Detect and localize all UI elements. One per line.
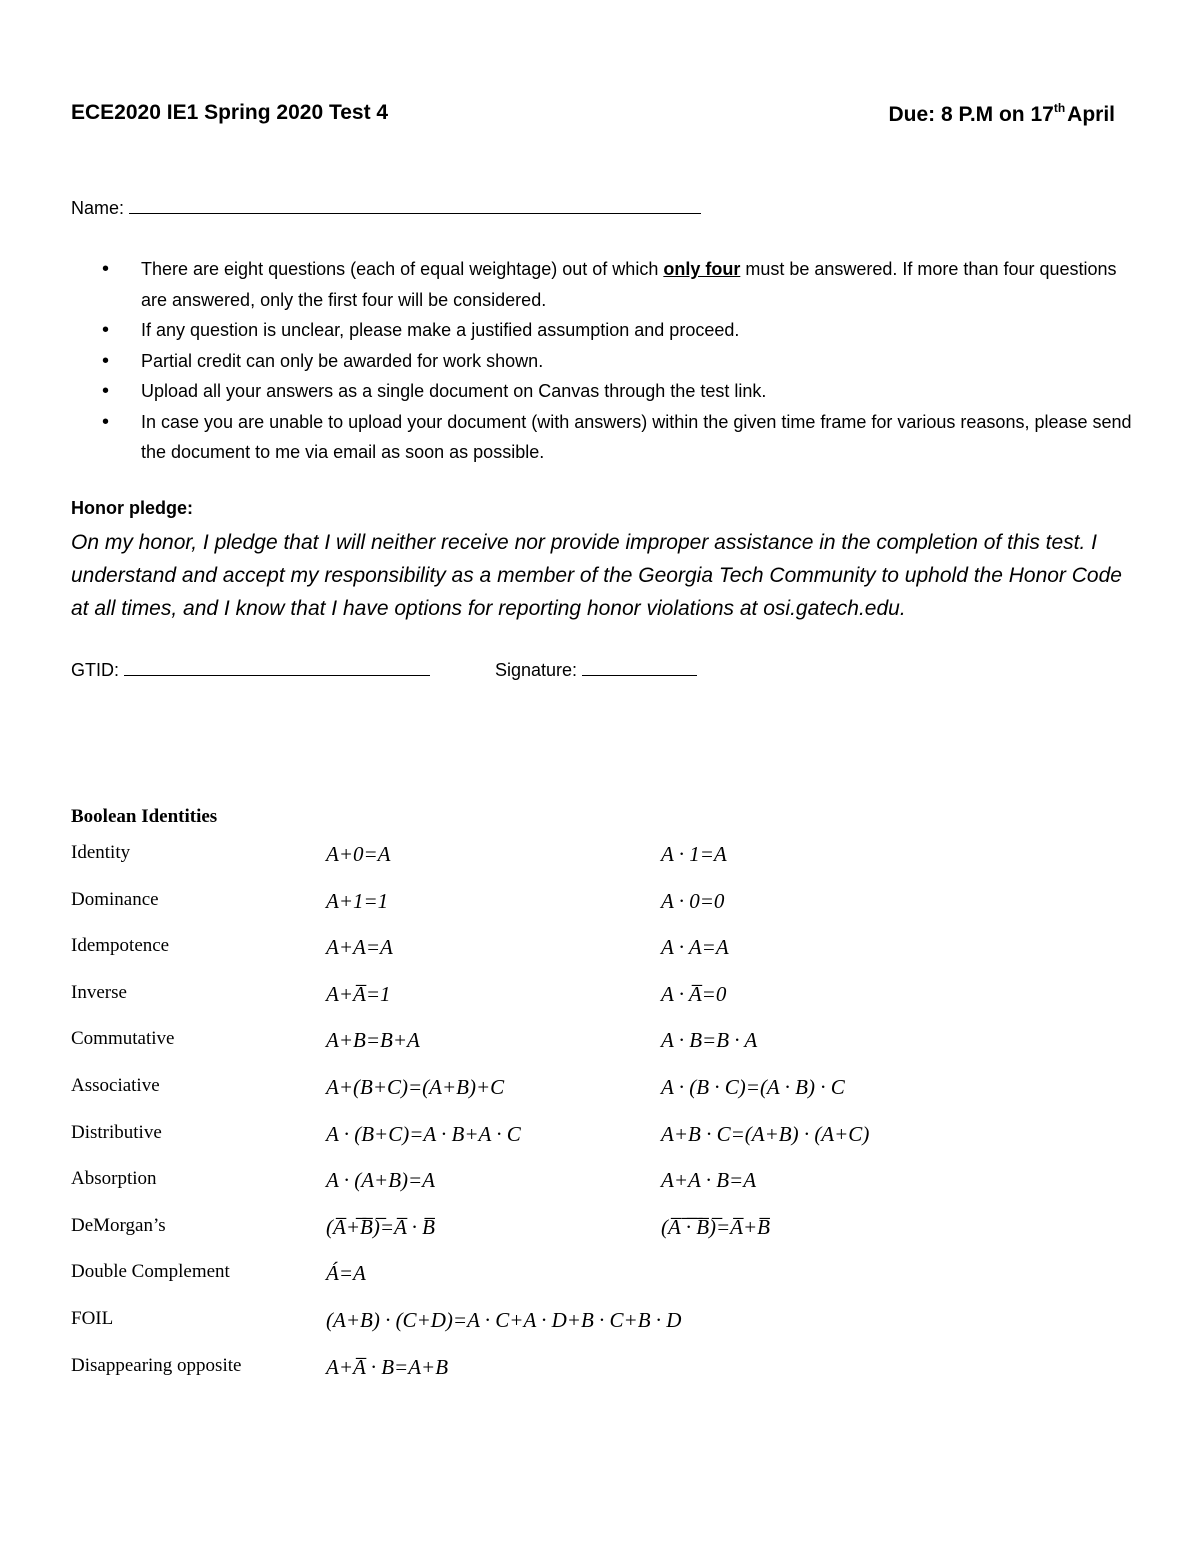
rule-item: • If any question is unclear, please make a justified assumption and proceed. — [102, 315, 1132, 346]
identity-row: DeMorgan’s (A̅+̅B̅)̅=A̅ · B̅ (A̅ ̅·̅ ̅B̅)̅=A̅+B̅ — [71, 1214, 771, 1239]
rule-item: • Partial credit can only be awarded for work shown. — [102, 346, 1132, 377]
signature-line[interactable] — [582, 657, 697, 676]
identity-row: Distributive A · (B+C)=A · B+A · C A+B · C=(A+B) · (A+C) — [71, 1121, 870, 1146]
name-field — [71, 195, 701, 219]
due-date: Due: 8 P.M on 17thApril — [888, 101, 1115, 126]
gtid-label: GTID: — [71, 660, 119, 680]
header — [71, 101, 1115, 131]
identity-row: Inverse A+A̅=1 A · A̅=0 — [71, 981, 727, 1006]
rules-list — [102, 254, 1132, 468]
gtid-line[interactable] — [124, 657, 430, 676]
rule-item: • In case you are unable to upload your document (with answers) within the given time frame for various reasons, please send the document to me via email as soon as possible. — [102, 407, 1132, 468]
boolean-identities-title: Boolean Identities — [71, 806, 218, 827]
signature-label: Signature: — [495, 660, 578, 680]
identity-row: Idempotence A+A=A A · A=A — [71, 935, 729, 960]
identity-row: Commutative A+B=B+A A · B=B · A — [71, 1028, 758, 1053]
name-line[interactable] — [129, 195, 701, 214]
honor-pledge-text: On my honor, I pledge that I will neither receive nor provide improper assistance in the completion of this test. I understand and accept my responsibility as a member of the Georgia Tech Community to uphold the Honor Code at all times, and I know that I have options for reporting honor violations at osi.gatech.edu. — [71, 531, 1122, 620]
identity-row: Disappearing opposite A+A̅ · B=A+B — [71, 1354, 449, 1379]
emphasis-only-four: only four — [663, 259, 741, 279]
identity-row: Associative A+(B+C)=(A+B)+C A · (B · C)=(A · B) · C — [71, 1074, 845, 1099]
test-title: ECE2020 IE1 Spring 2020 Test 4 — [71, 101, 389, 124]
rule-item: • Upload all your answers as a single document on Canvas through the test link. — [102, 376, 1132, 407]
identity-row: Double Complement Á=A — [71, 1261, 366, 1286]
honor-pledge-title: Honor pledge: — [71, 498, 193, 518]
boolean-identities — [71, 806, 870, 1401]
signature-field — [495, 657, 697, 681]
rule-item: • There are eight questions (each of equal weightage) out of which only four must be answered. If more than four questions are answered, only the first four will be considered. — [102, 254, 1132, 315]
identity-row: FOIL (A+B) · (C+D)=A · C+A · D+B · C+B · D — [71, 1307, 682, 1332]
identity-row: Dominance A+1=1 A · 0=0 — [71, 888, 725, 913]
identity-row: Identity A+0=A A · 1=A — [71, 842, 727, 866]
identity-row: Absorption A · (A+B)=A A+A · B=A — [71, 1168, 757, 1193]
name-label: Name: — [71, 198, 125, 218]
id-row — [71, 657, 771, 681]
